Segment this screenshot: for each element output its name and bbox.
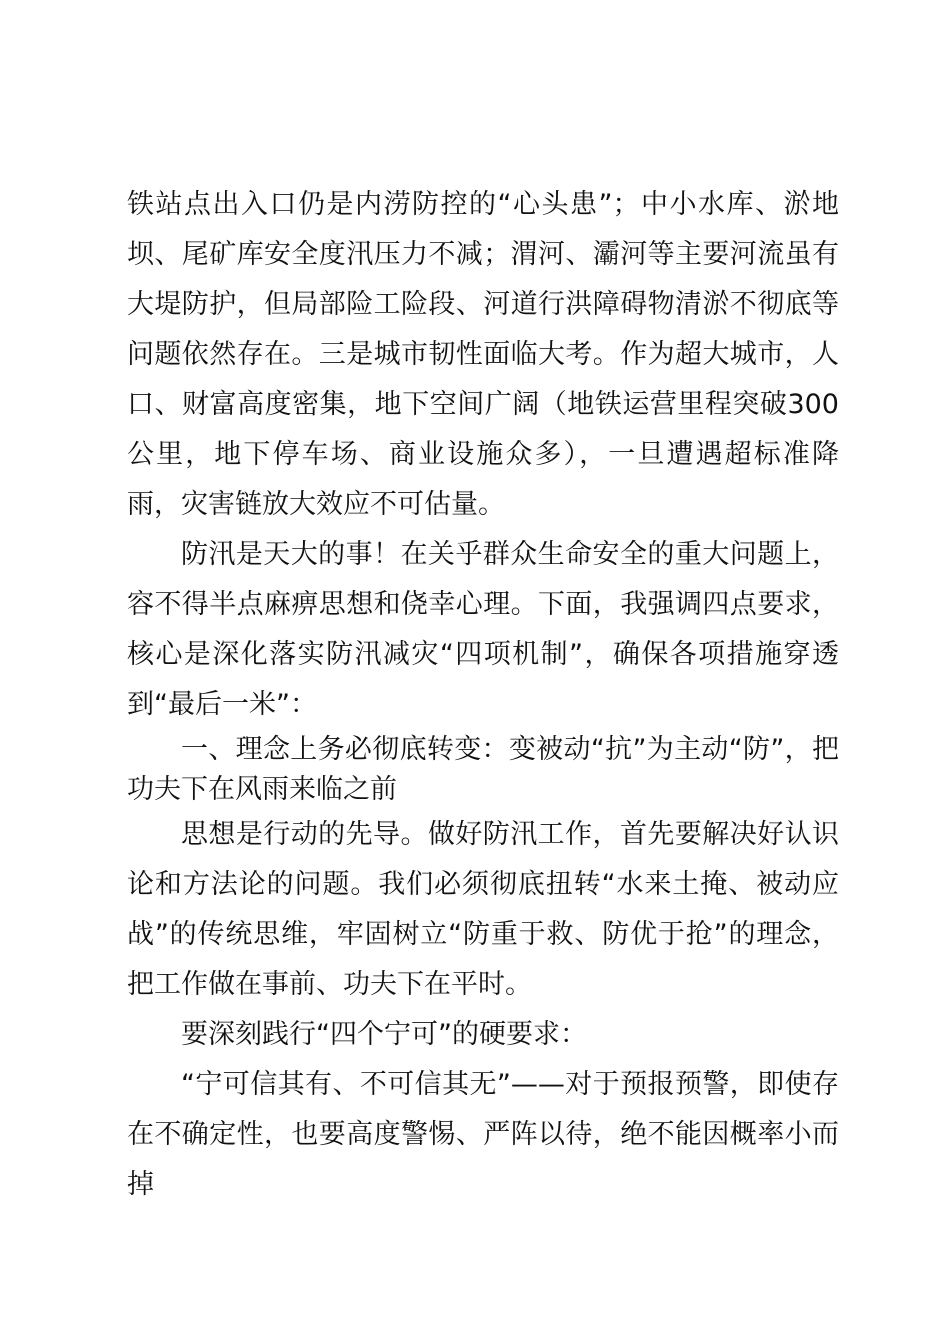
body-paragraph: “宁可信其有、不可信其无”——对于预报预警，即使存在不确定性，也要高度警惕、严阵以待，绝不能因概率小而掉 [127, 1069, 839, 1200]
body-paragraph: 思想是行动的先导。做好防汛工作，首先要解决好认识论和方法论的问题。我们必须彻底扭转“水来土掩、被动应战”的传统思维，牢固树立“防重于救、防优于抢”的理念，把工作做在事前、功夫下在平时。 [127, 819, 839, 1000]
body-paragraph: 防汛是天大的事！在关乎群众生命安全的重大问题上，容不得半点麻痹思想和侥幸心理。下面，我强调四点要求，核心是深化落实防汛减灾“四项机制”，确保各项措施穿透到“最后一米”： [127, 539, 839, 720]
body-paragraph-continued: 铁站点出入口仍是内涝防控的“心头患”；中小水库、淤地坝、尾矿库安全度汛压力不减；渭河、灞河等主要河流虽有大堤防护，但局部险工险段、河道行洪障碍物清淤不彻底等问题依然存在。三是城市韧性面临大考。作为超大城市，人口、财富高度密集，地下空间广阔（地铁运营里程突破300公里，地下停车场、商业设施众多），一旦遭遇超标准降雨，灾害链放大效应不可估量。 [127, 189, 839, 520]
body-paragraph: 要深刻践行“四个宁可”的硬要求： [181, 1019, 587, 1050]
document-body [127, 180, 839, 1210]
section-heading: 一、理念上务必彻底转变：变被动“抗”为主动“防”，把功夫下在风雨来临之前 [127, 734, 839, 805]
